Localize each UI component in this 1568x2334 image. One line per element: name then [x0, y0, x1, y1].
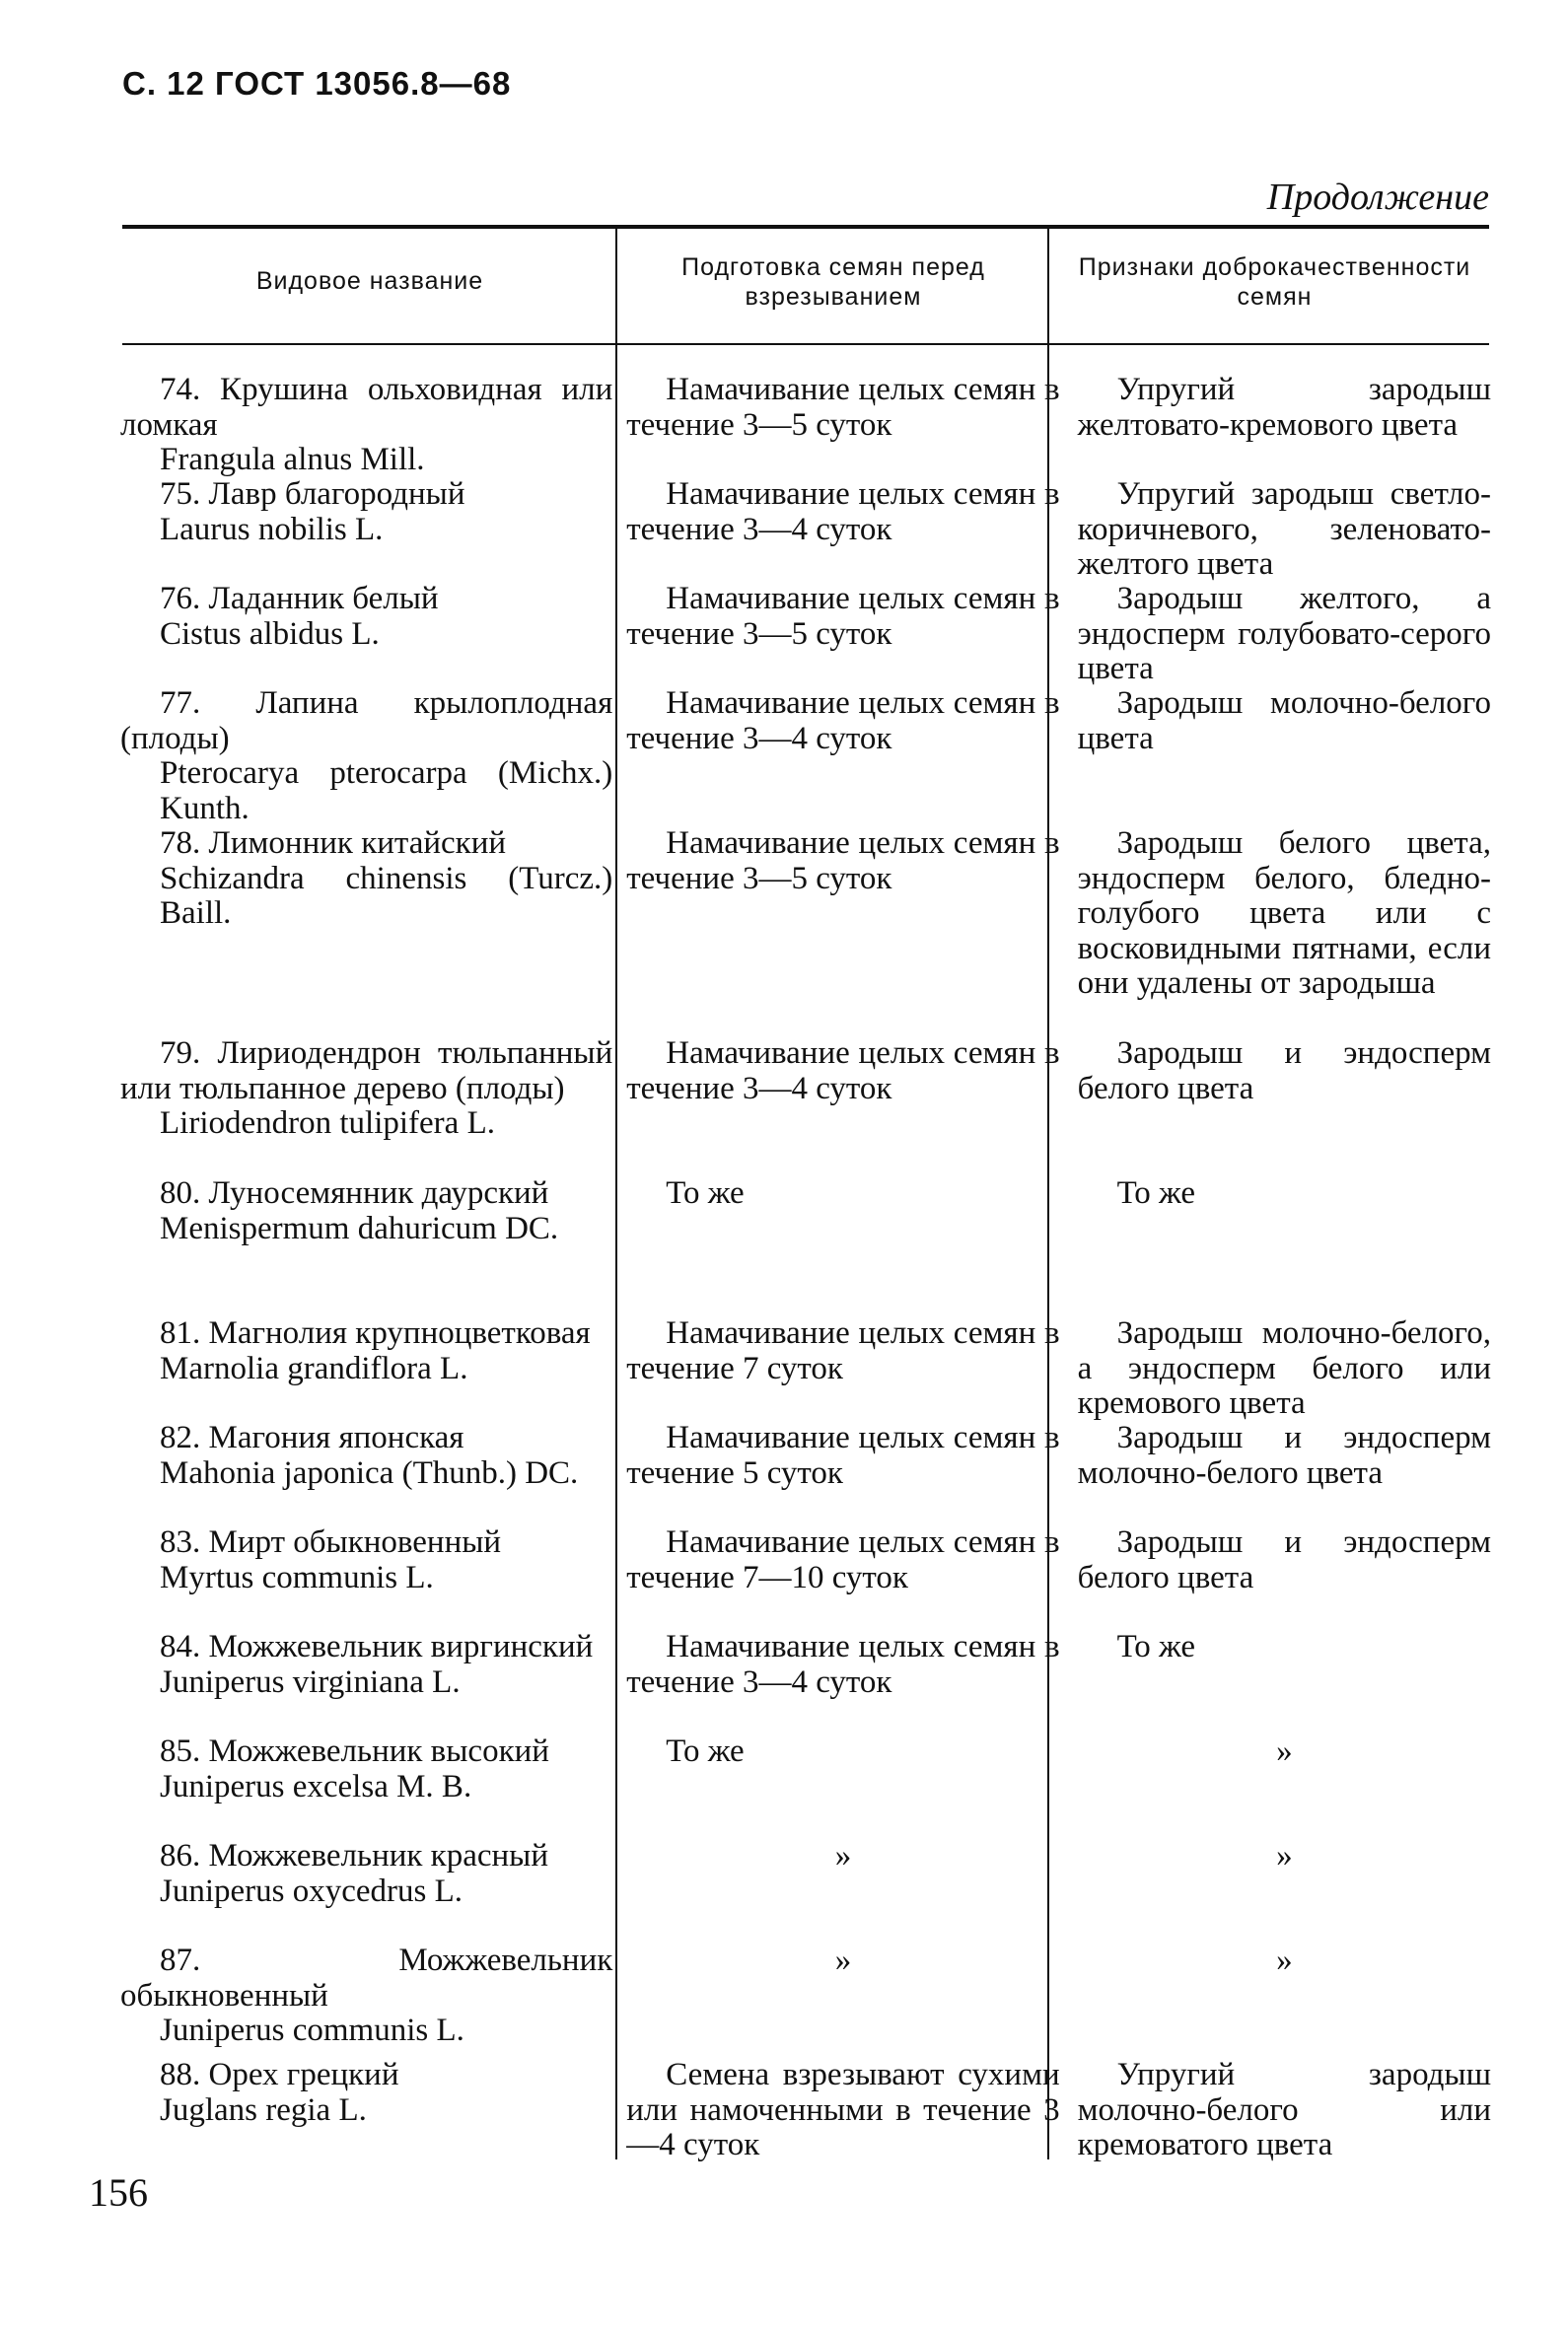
page-header: С. 12 ГОСТ 13056.8—68	[122, 65, 512, 102]
table-row	[120, 477, 1491, 582]
species-latin: Menispermum dahuricum DC.	[160, 1210, 559, 1246]
quality-signs-cell: То же	[1116, 1175, 1196, 1211]
preparation-cell: То же	[666, 1175, 745, 1211]
species-cell	[120, 1036, 620, 1176]
species-cell	[120, 1630, 620, 1734]
quality-signs-cell: Зародыш и эндосперм белого цвета	[1077, 1035, 1491, 1106]
species-latin: Juglans regia L.	[160, 2091, 367, 2128]
species-latin: Mahonia japonica (Thunb.) DC.	[160, 1454, 579, 1491]
table-row	[120, 1839, 1491, 1944]
table-header-rule	[122, 343, 1489, 345]
species-cell	[120, 477, 620, 582]
species-latin: Juniperus communis L.	[160, 2013, 464, 2048]
preparation-cell: То же	[666, 1733, 745, 1769]
table-row	[120, 1316, 1491, 1421]
preparation-cell: Намачивание целых семян в течение 3—5 суток	[626, 825, 1060, 896]
quality-signs-cell: Упругий зародыш светло-коричневого, зеленовато-желтого цвета	[1077, 476, 1491, 582]
preparation-cell: Намачивание целых семян в течение 3—4 суток	[626, 1629, 1060, 1700]
preparation-cell: Намачивание целых семян в течение 7—10 суток	[626, 1524, 1060, 1595]
preparation-cell: »	[834, 1838, 852, 1874]
table-row	[120, 1630, 1491, 1734]
quality-signs-cell: »	[1276, 1943, 1293, 1978]
continuation-label: Продолжение	[1266, 177, 1489, 218]
species-name: 85. Можжевельник высокий	[160, 1733, 549, 1769]
species-name: 87. Можжевельник обыкновенный	[120, 1943, 613, 2014]
quality-signs-cell: То же	[1116, 1629, 1196, 1664]
species-latin: Juniperus virginiana L.	[160, 1663, 461, 1700]
table-row	[120, 2058, 1491, 2162]
species-latin: Pterocarya pterocarpa (Michx.) Kunth.	[160, 755, 613, 826]
species-cell	[120, 2058, 620, 2162]
species-cell	[120, 1944, 620, 2058]
species-cell	[120, 1176, 620, 1316]
species-name: 84. Можжевельник виргинский	[160, 1629, 594, 1664]
quality-signs-cell: »	[1276, 1733, 1293, 1769]
species-name: 79. Лириодендрон тюльпанный или тюльпанное дерево (плоды)	[120, 1035, 613, 1106]
quality-signs-cell: Упругий зародыш молочно-белого или кремоватого цвета	[1077, 2057, 1491, 2162]
quality-signs-cell: Зародыш и эндосперм белого цвета	[1077, 1524, 1491, 1595]
page-number: 156	[89, 2170, 148, 2215]
table-top-rule	[122, 225, 1489, 229]
preparation-cell: Семена взрезывают сухими или намоченными в течение 3—4 суток	[626, 2057, 1060, 2162]
species-cell	[120, 1839, 620, 1944]
column-header-name: Видовое название	[255, 267, 484, 295]
species-cell	[120, 1525, 620, 1630]
species-latin: Juniperus oxycedrus L.	[160, 1873, 463, 1909]
table-row	[120, 373, 1491, 477]
quality-signs-cell: Зародыш и эндосперм молочно-белого цвета	[1077, 1420, 1491, 1491]
quality-signs-cell: Зародыш желтого, а эндосперм голубовато-серого цвета	[1077, 581, 1491, 686]
quality-signs-cell: Зародыш молочно-белого, а эндосперм белого или кремового цвета	[1077, 1315, 1491, 1421]
preparation-cell: »	[834, 1943, 852, 1978]
species-latin: Marnolia grandiflora L.	[160, 1350, 468, 1386]
species-latin: Liriodendron tulipifera L.	[160, 1105, 495, 1141]
species-name: 75. Лавр благородный	[160, 476, 465, 512]
table-row	[120, 1421, 1491, 1525]
preparation-cell: Намачивание целых семян в течение 7 суток	[626, 1315, 1060, 1386]
table-row	[120, 1176, 1491, 1316]
species-name: 76. Ладанник белый	[160, 581, 439, 616]
column-header-prep: Подготовка семян перед взрезыванием	[681, 253, 985, 311]
table-row	[120, 826, 1491, 1036]
preparation-cell: Намачивание целых семян в течение 3—5 суток	[626, 581, 1060, 652]
species-latin: Cistus albidus L.	[160, 615, 380, 652]
species-name: 81. Магнолия крупноцветковая	[160, 1315, 591, 1351]
species-name: 77. Лапина крылоплодная (плоды)	[120, 685, 613, 756]
table-row	[120, 582, 1491, 686]
species-cell	[120, 826, 620, 1036]
species-latin: Frangula alnus Mill.	[160, 442, 425, 477]
species-latin: Myrtus communis L.	[160, 1559, 434, 1595]
species-cell	[120, 1421, 620, 1525]
species-latin: Laurus nobilis L.	[160, 511, 384, 547]
species-name: 82. Магония японская	[160, 1420, 464, 1455]
quality-signs-cell: Зародыш белого цвета, эндосперм белого, бледно-голубого цвета или с восковидными пятнами, если они удалены от зародыша	[1077, 825, 1491, 1001]
table-row	[120, 686, 1491, 826]
species-name: 83. Мирт обыкновенный	[160, 1524, 502, 1560]
quality-signs-cell: »	[1276, 1838, 1293, 1874]
species-latin: Schizandra chinensis (Turcz.) Baill.	[160, 860, 613, 931]
species-name: 88. Орех грецкий	[160, 2057, 399, 2092]
species-cell	[120, 686, 620, 826]
table-row	[120, 1036, 1491, 1176]
header-divider-2	[1047, 229, 1049, 343]
quality-signs-cell: Зародыш молочно-белого цвета	[1077, 685, 1491, 756]
preparation-cell: Намачивание целых семян в течение 3—4 суток	[626, 685, 1060, 756]
preparation-cell: Намачивание целых семян в течение 3—4 суток	[626, 476, 1060, 547]
species-name: 74. Крушина ольховидная или ломкая	[120, 372, 613, 443]
species-latin: Juniperus excelsa M. B.	[160, 1768, 472, 1804]
quality-signs-cell: Упругий зародыш желтовато-кремового цвета	[1077, 372, 1491, 443]
species-cell	[120, 1734, 620, 1839]
species-cell	[120, 373, 620, 477]
species-cell	[120, 1316, 620, 1421]
species-cell	[120, 582, 620, 686]
table-row	[120, 1734, 1491, 1839]
species-name: 86. Можжевельник красный	[160, 1838, 548, 1874]
header-divider-1	[615, 229, 617, 343]
preparation-cell: Намачивание целых семян в течение 3—5 суток	[626, 372, 1060, 443]
preparation-cell: Намачивание целых семян в течение 5 суток	[626, 1420, 1060, 1491]
preparation-cell: Намачивание целых семян в течение 3—4 суток	[626, 1035, 1060, 1106]
table-row	[120, 1525, 1491, 1630]
species-name: 80. Луносемянник даурский	[160, 1175, 549, 1211]
column-header-signs: Признаки доброкачественности семян	[1078, 253, 1471, 311]
species-name: 78. Лимонник китайский	[160, 825, 507, 861]
table-row	[120, 1944, 1491, 2058]
table-body	[120, 373, 1491, 2162]
